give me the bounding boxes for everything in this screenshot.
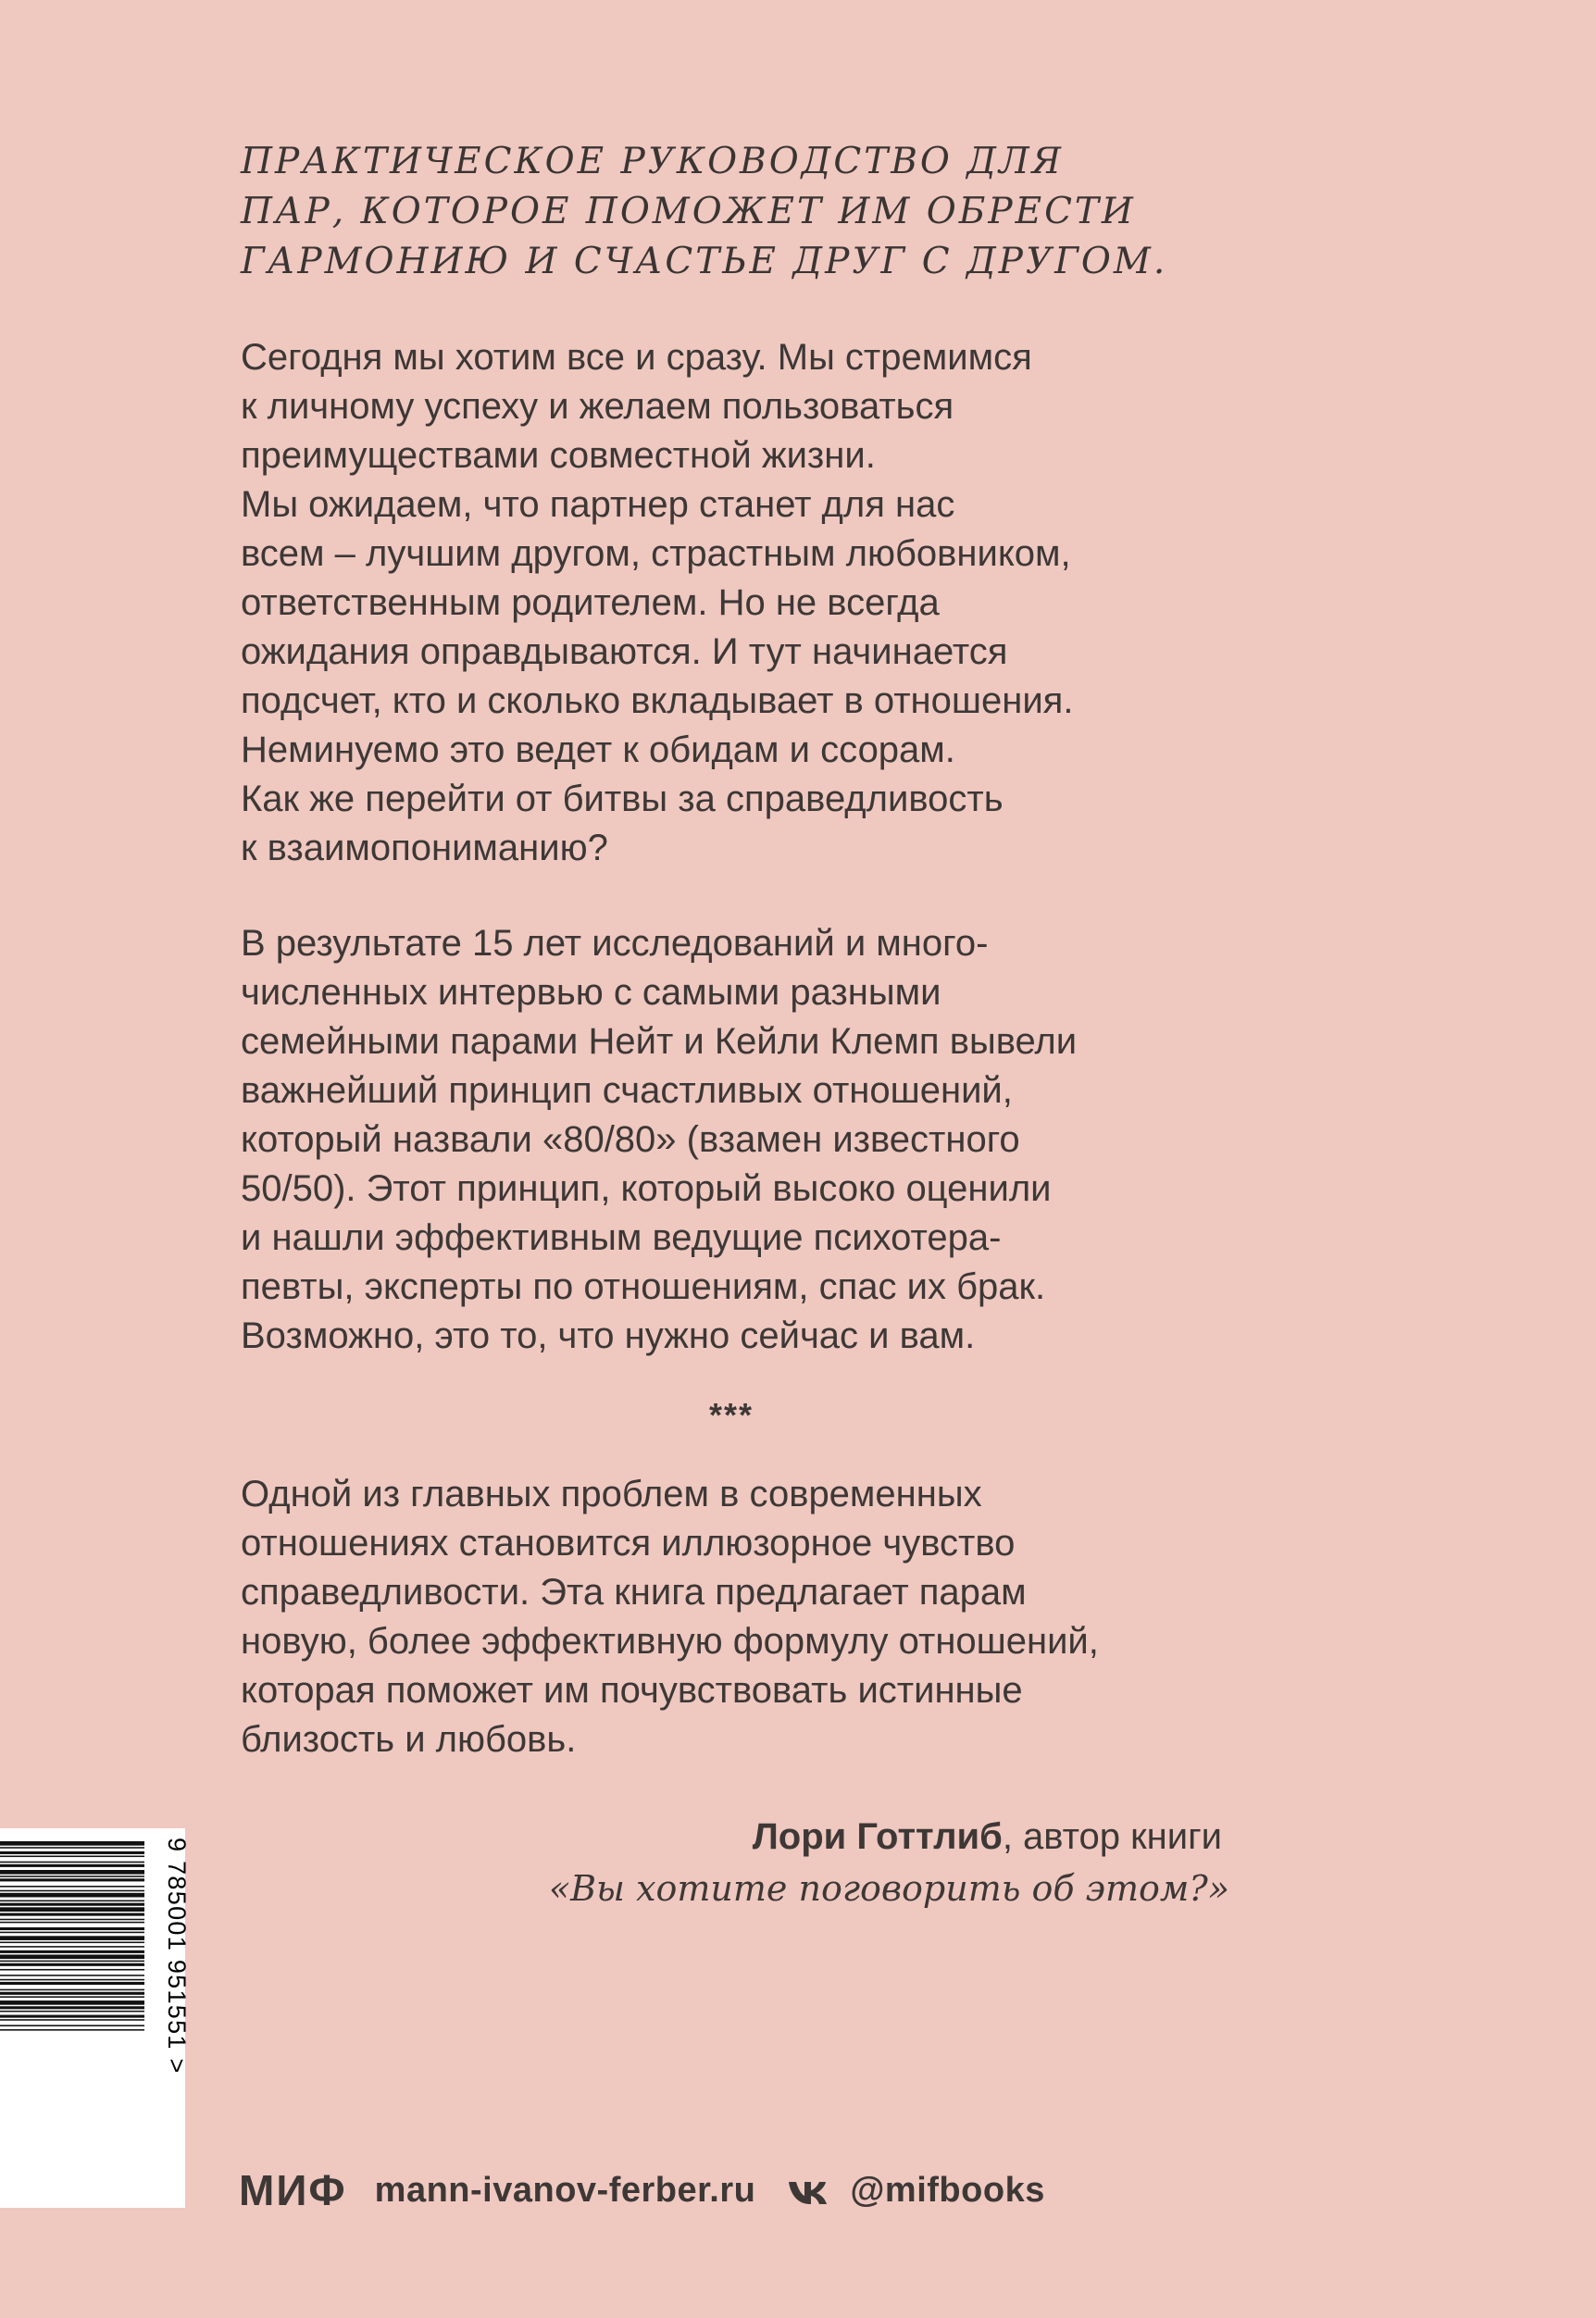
barcode-bar [0, 1870, 144, 1875]
barcode-bar [0, 1901, 144, 1902]
paragraph-line: и нашли эффективным ведущие психотера- [241, 1217, 1002, 1258]
paragraph-line: к личному успеху и желаем пользоваться [241, 386, 954, 427]
paragraph-line: ответственным родителем. Но не всегда [241, 582, 940, 623]
barcode-graphic [0, 1828, 191, 2208]
paragraph-line: отношениях становится иллюзорное чувство [241, 1523, 1016, 1564]
barcode-bar [0, 1969, 144, 1971]
paragraph-line: преимуществами совместной жизни. [241, 435, 876, 476]
barcode-bar [0, 2019, 144, 2021]
barcode-bar [0, 1996, 144, 1998]
section-separator: *** [708, 1396, 754, 1434]
barcode-bar [0, 1961, 144, 1963]
barcode-bar [0, 1890, 144, 1892]
barcode-bar [0, 2000, 144, 2005]
barcode-bar [0, 2015, 144, 2018]
vk-icon[interactable] [787, 2176, 831, 2204]
barcode-bar [0, 1989, 144, 1991]
paragraph-line: Возможно, это то, что нужно сейчас и вам. [241, 1315, 976, 1356]
barcode-bar [0, 1936, 144, 1940]
paragraph-line: всем – лучшим другом, страстным любовником, [241, 533, 1071, 574]
barcode-bar [0, 1932, 144, 1934]
paragraph-line: семейными парами Нейт и Кейли Клемп вывели [241, 1021, 1078, 1062]
barcode-bar [0, 1847, 144, 1849]
tagline [241, 137, 1305, 287]
barcode-bar [0, 1862, 144, 1863]
quote-book-title: «Вы хотите поговорить об этом?» [548, 1868, 1229, 1909]
paragraph-line: 50/50). Этот принцип, который высоко оценили [241, 1168, 1052, 1209]
publisher-logo: МИФ [239, 2166, 347, 2214]
publisher-website-link[interactable]: mann-ivanov-ferber.ru [374, 2170, 756, 2210]
barcode-bar [0, 1907, 144, 1912]
isbn-barcode [0, 1828, 191, 2208]
barcode-bar [0, 1950, 144, 1953]
barcode-bar [0, 1946, 144, 1948]
barcode-bar [0, 1927, 144, 1930]
barcode-bar [0, 1876, 144, 1877]
barcode-bar [0, 1893, 144, 1898]
paragraph-line: которая поможет им почувствовать истинные [241, 1670, 1023, 1711]
paragraph-intro [241, 333, 1315, 873]
barcode-bar [0, 1856, 144, 1858]
barcode-bar [0, 1992, 144, 1995]
paragraph-line: справедливости. Эта книга предлагает парам [241, 1572, 1027, 1613]
quote-author-role: , автор книги [1002, 1816, 1222, 1857]
barcode-bar [0, 1975, 144, 1976]
paragraph-line: В результате 15 лет исследований и много- [241, 923, 989, 964]
paragraph-line: к взаимопониманию? [241, 828, 608, 868]
paragraph-line: Как же перейти от битвы за справедливость [241, 779, 1004, 819]
barcode-bar [0, 1864, 144, 1867]
paragraph-endorsement [241, 1470, 1315, 1764]
barcode-bar [0, 1982, 144, 1985]
barcode-bar [0, 2011, 144, 2013]
barcode-bar [0, 2029, 144, 2031]
barcode-bar [0, 1979, 144, 1981]
paragraph-line: Одной из главных проблем в современных [241, 1474, 982, 1514]
paragraph-line: численных интервью с самыми разными [241, 972, 941, 1013]
paragraph-line: Неминуемо это ведет к обидам и ссорам. [241, 729, 955, 770]
quote-author-name: Лори Готтлиб [752, 1816, 1003, 1857]
barcode-bar [0, 1903, 144, 1906]
barcode-bar [0, 1913, 144, 1916]
publisher-footer [239, 2162, 1045, 2218]
quote-attribution [753, 1813, 1222, 1861]
social-handle-link[interactable]: @mifbooks [850, 2170, 1045, 2210]
paragraph-line: Сегодня мы хотим все и сразу. Мы стремимся [241, 337, 1032, 378]
barcode-bar [0, 1922, 144, 1924]
paragraph-line: близость и любовь. [241, 1719, 577, 1760]
paragraph-line: который назвали «80/80» (взамен известного [241, 1119, 1020, 1160]
paragraph-research [241, 919, 1315, 1361]
paragraph-line: новую, более эффективную формулу отношений, [241, 1621, 1099, 1662]
paragraph-line: подсчет, кто и сколько вкладывает в отношения. [241, 680, 1074, 721]
barcode-bar [0, 1851, 144, 1854]
tagline-line: ГАРМОНИЮ И СЧАСТЬЕ ДРУГ С ДРУГОМ. [241, 241, 1168, 282]
paragraph-line: Мы ожидаем, что партнер станет для нас [241, 484, 955, 525]
barcode-bar [0, 1942, 144, 1944]
barcode-digits: 9 785001 951551 > [163, 1838, 191, 2075]
tagline-line: ПРАКТИЧЕСКОЕ РУКОВОДСТВО ДЛЯ [241, 141, 1065, 182]
paragraph-line: ожидания оправдываются. И тут начинается [241, 631, 1008, 672]
barcode-bar [0, 1954, 144, 1959]
barcode-bar [0, 1841, 144, 1846]
barcode-bar [0, 2006, 144, 2009]
barcode-bar [0, 1878, 144, 1881]
barcode-bar [0, 1919, 144, 1921]
barcode-bar [0, 1963, 144, 1966]
tagline-line: ПАР, КОТОРОЕ ПОМОЖЕТ ИМ ОБРЕСТИ [241, 191, 1136, 232]
paragraph-line: важнейший принцип счастливых отношений, [241, 1070, 1013, 1111]
paragraph-line: певты, эксперты по отношениям, спас их брак. [241, 1266, 1046, 1307]
barcode-bar [0, 2025, 144, 2026]
barcode-bar [0, 1886, 144, 1888]
